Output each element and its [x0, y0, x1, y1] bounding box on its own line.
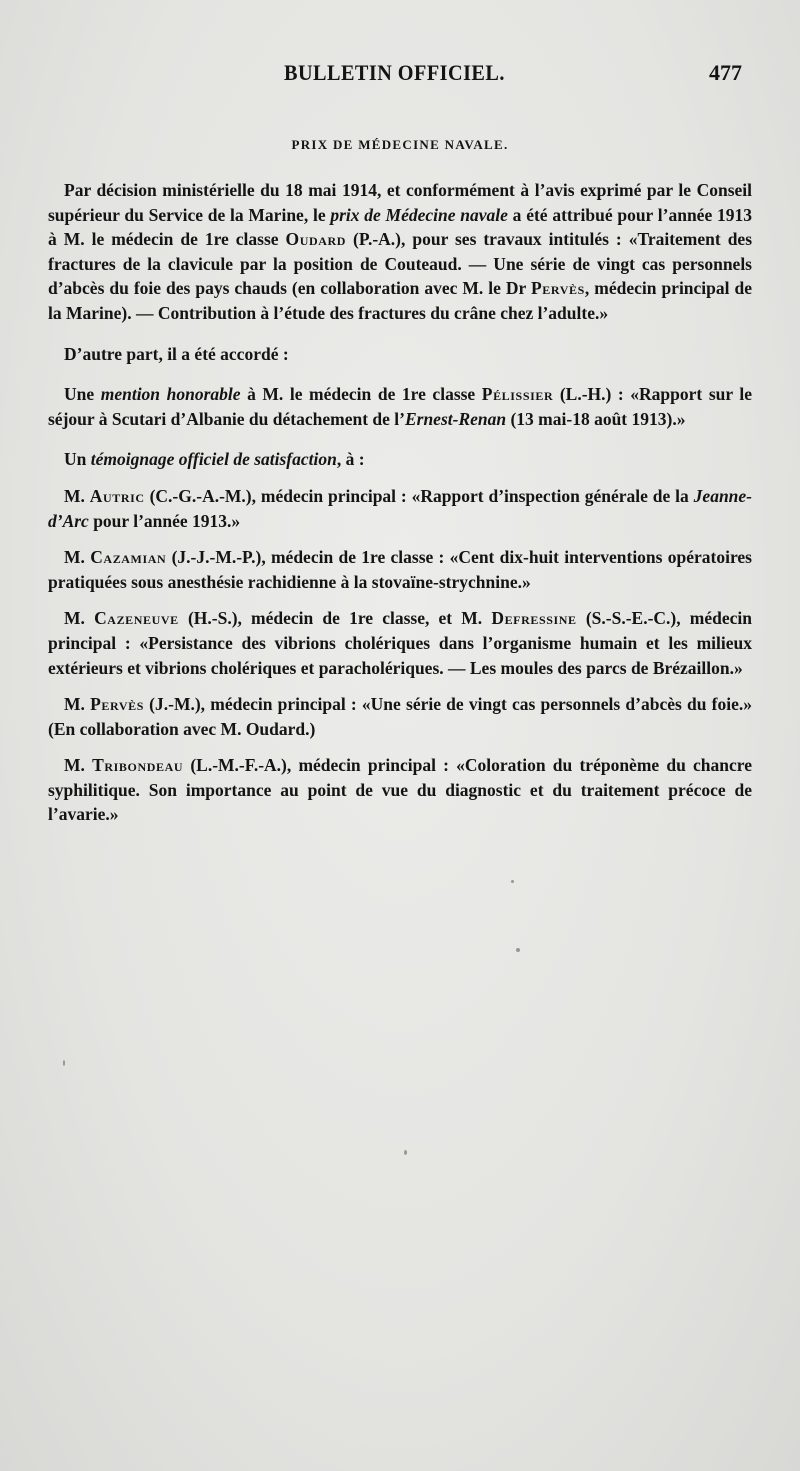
- page-number: 477: [709, 60, 742, 85]
- paragraph-cazeneuve: [48, 606, 752, 680]
- person-name: Cazamian: [90, 547, 167, 568]
- award-name: mention honorable: [100, 384, 241, 405]
- paragraph-intro: [48, 342, 752, 367]
- paragraph-autric: [48, 484, 752, 533]
- section-title: PRIX DE MÉDECINE NAVALE.: [291, 137, 509, 152]
- running-title: BULLETIN OFFICIEL.: [284, 60, 505, 85]
- text-run: M.: [64, 608, 95, 629]
- text-run: (H.-S.), médecin de 1re classe, et M.: [178, 608, 492, 629]
- text-run: D’autre part, il a été accordé :: [64, 343, 289, 364]
- person-name: Tribondeau: [92, 755, 184, 776]
- paper-speck: [511, 880, 514, 883]
- paragraph-decision: [48, 178, 752, 326]
- paper-speck: [404, 1150, 407, 1155]
- text-run: (J.-M.), médecin principal : «Une série de vingt cas personnels d’abcès du foie.» (En collaboration avec M. Oudard.): [48, 694, 752, 739]
- paragraph-tribondeau: [48, 753, 752, 827]
- text-run: a été attribué pour l’année 1913 à M. le médecin de 1re classe: [48, 204, 752, 250]
- text-run: à M. le médecin de 1re classe: [240, 384, 482, 405]
- text-run: M.: [64, 485, 90, 506]
- text-run: Un: [64, 449, 91, 470]
- text-run: (S.-S.-E.-C.), médecin principal : «Persistance des vibrions cholériques dans l’organisme humain et les milieux extérieurs et vibrions cholériques et paracholériques. — Les moules des parcs de Brézaillon.»: [48, 608, 752, 678]
- paragraph-cazamian: [48, 545, 752, 594]
- person-name: Pervès: [530, 278, 585, 299]
- person-name: Oudard: [285, 229, 347, 250]
- paper-speck: [63, 1060, 65, 1066]
- paragraph-mention: [48, 382, 752, 431]
- paragraph-temoignage: [48, 447, 752, 472]
- person-name: Autric: [89, 485, 145, 506]
- ship-name: Jeanne-d’Arc: [48, 485, 752, 531]
- text-run: (C.-G.-A.-M.), médecin principal : «Rapport d’inspection générale de la: [144, 485, 694, 506]
- text-run: M.: [64, 547, 91, 568]
- text-run: (L.-H.) : «Rapport sur le séjour à Scutari d’Albanie du détachement de l’: [48, 384, 753, 429]
- prize-name: prix de Médecine navale: [330, 204, 508, 225]
- text-run: Une: [64, 384, 101, 405]
- text-run: (P.-A.), pour ses travaux intitulés : «Traitement des fractures de la clavicule par la position de Couteaud. — Une série de vingt cas personnels d’abcès du foie des pays chauds (en collaboration avec M. le Dr: [48, 229, 752, 299]
- text-run: pour l’année 1913.»: [88, 510, 241, 531]
- paper-speck: [516, 948, 520, 952]
- text-run: (J.-J.-M.-P.), médecin de 1re classe : «Cent dix-huit interventions opératoires pratiquées sous anesthésie rachidienne à la stovaïne-strychnine.»: [48, 547, 752, 592]
- text-run: M.: [64, 694, 91, 715]
- award-name: témoignage officiel de satisfaction: [90, 449, 337, 470]
- person-name: Defressine: [491, 608, 577, 629]
- person-name: Pervès: [90, 694, 144, 715]
- text-run: , à :: [336, 449, 365, 470]
- page-header: [48, 60, 742, 94]
- person-name: Pélissier: [481, 384, 554, 405]
- text-run: , médecin principal de la Marine). — Contribution à l’étude des fractures du crâne chez l’adulte.»: [48, 278, 753, 323]
- ship-name: Ernest-Renan: [404, 408, 507, 429]
- text-run: Par décision ministérielle du 18 mai 1914, et conformément à l’avis exprimé par le Conseil supérieur du Service de la Marine, le: [48, 180, 752, 225]
- text-run: (L.-M.-F.-A.), médecin principal : «Coloration du tréponème du chancre syphilitique. Son importance au point de vue du diagnostic et du traitement précoce de l’avarie.»: [48, 755, 752, 825]
- paragraph-perves: [48, 692, 752, 741]
- text-run: M.: [64, 755, 93, 776]
- document-body: [48, 178, 752, 827]
- person-name: Cazeneuve: [94, 608, 179, 629]
- text-run: (13 mai-18 août 1913).»: [506, 408, 686, 429]
